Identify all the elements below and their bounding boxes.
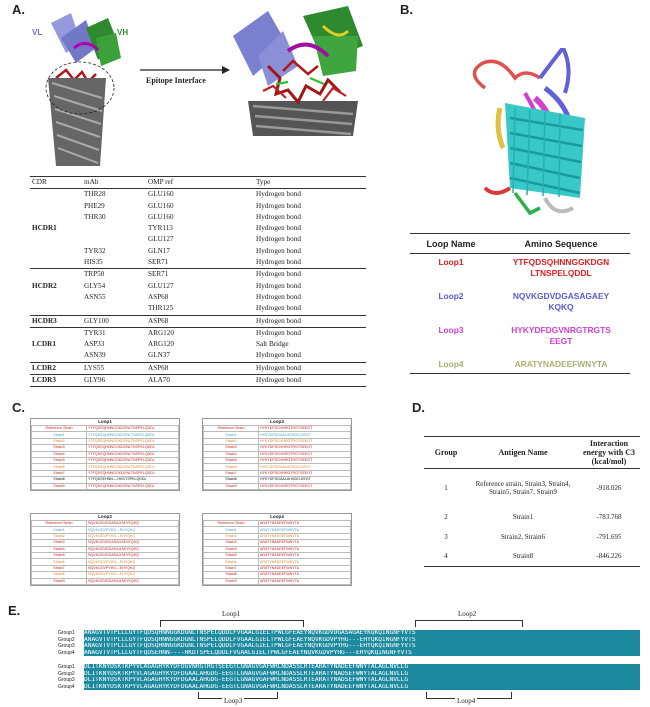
energy-row — [424, 527, 640, 547]
mab-cell: TYR32 — [84, 246, 106, 255]
epitope-arrow — [138, 64, 232, 76]
type-cell: Hydrogen bond — [256, 351, 301, 360]
strain-sequence: NQVKGDVPYHG---EHYQKQ — [87, 565, 179, 571]
strain-name: Strain6 — [204, 464, 259, 470]
strain-name: Strain8 — [32, 477, 87, 483]
loop1-bracket — [160, 620, 304, 627]
vh-label: VH — [117, 28, 129, 37]
strain-name: Strain1 — [32, 432, 87, 438]
loop1-label: Loop1 — [222, 610, 241, 618]
mab-cell: TRP50 — [82, 269, 146, 281]
strain-table-title: Loop3 — [270, 419, 284, 424]
antigen-name-cell: Strain8 — [468, 547, 578, 567]
strain-sequence: HYKYDFDGAALAHGDG-EEGT — [259, 464, 351, 470]
header-type: Type — [254, 177, 366, 189]
strain-sequence: ARATYNADSEFWNYTA — [259, 559, 351, 565]
loop-table-header — [410, 234, 630, 254]
strain-sequence: YTFQDSQHNNGGKDGNLTNSPELQDDL — [87, 457, 179, 463]
omp-ref-cell: GLU127 — [148, 281, 174, 290]
type-cell: Hydrogen bond — [256, 224, 301, 233]
group-cell: 2 — [444, 512, 448, 521]
mab-cell: GLY54 — [84, 281, 106, 290]
sequence-line-2: EEGT — [549, 336, 573, 346]
strain-sequence: ARATYNADEEFWNYTA — [259, 565, 351, 571]
strain-name: Strain1 — [32, 527, 87, 533]
loop-row — [410, 322, 630, 350]
strain-sequence: HYKYDFDGAALAHGDG-EEGT — [259, 432, 351, 438]
alignment-group-name: Group1 — [58, 630, 75, 636]
strain-name: Strain9 — [204, 483, 259, 489]
strain-name: Reference Strain — [32, 521, 87, 527]
mab-cell: GLY96 — [82, 375, 146, 387]
strain-name: Strain9 — [32, 483, 87, 489]
strain-name: Strain1 — [204, 432, 259, 438]
alignment-sequence-row: DLITKNYDSKTKPYVLAGAGHYKYDFDGVNRGTRGTSEEGTLGNAGVGAFWRLNDASSLRTEARATYNADEEFWNYTALAGLNVLLG — [84, 664, 640, 671]
strain-table-title: Loop4 — [270, 514, 284, 519]
omp-ref-cell: ASP68 — [146, 362, 254, 374]
omp-ref-cell: GLU160 — [148, 201, 174, 210]
alignment-group-name: Group2 — [58, 670, 75, 677]
cdr-cell — [30, 269, 82, 281]
omp-ref-cell: GLU160 — [148, 190, 174, 199]
cdr-cell — [30, 246, 82, 257]
strain-name: Strain4 — [204, 451, 259, 457]
header-group: Group — [424, 437, 468, 469]
amino-sequence — [492, 356, 630, 374]
strain-name: Strain3 — [32, 540, 87, 546]
cdr-table-row — [30, 246, 366, 257]
alignment-sequence-row: DLITKNYDSKTKPYVLAGAGHYKYDFDGAALAHGDG-EEGTLGNAGVGAFWRLNDASSLRTEARATYNADSEFWNYTALAGLNVLLG — [84, 677, 640, 684]
loop-name: Loop3 — [438, 325, 464, 335]
loop-name: Loop4 — [410, 356, 492, 374]
strain-name: Strain8 — [204, 572, 259, 578]
strain-name: Strain5 — [204, 457, 259, 463]
strain-name: Strain6 — [204, 559, 259, 565]
strain-name: Reference Strain — [204, 426, 259, 432]
omp-ref-cell: ASP68 — [148, 292, 169, 301]
strain-sequence: YTFQDSQHNNGGKDGNLTNSPELQDDL — [87, 483, 179, 489]
strain-sequence: NQVKGDVDGASAGAEYKQKQ — [87, 546, 179, 552]
strain-sequence: YTFQDSEHNN----HKDTSPELQDDL — [87, 477, 179, 483]
alignment-sequence-row: DLITKNYDSKTKPYVLAGAGHYKYDFDGAALAHGDG-EEGTLGNAGVGAFWRLNDASSLRTEARATYNADSEFWNYTALAGLNVLLG — [84, 671, 640, 678]
strain-sequence: HYKYDFDGVNRGTRGTSEEGT — [259, 457, 351, 463]
strain-sequence: NQVKGDVDGASAGAEYKQKQ — [87, 521, 179, 527]
strain-name: Strain1 — [204, 527, 259, 533]
strain-name: Strain7 — [204, 565, 259, 571]
strain-name: Strain3 — [204, 445, 259, 451]
energy-value-cell: -846.226 — [578, 547, 640, 567]
header-interaction-energy: Interaction energy with C3 (kcal/mol) — [578, 437, 640, 469]
strain-name: Strain2 — [32, 438, 87, 444]
cdr-table-row — [30, 189, 366, 201]
loop-row — [410, 288, 630, 316]
cdr-cell — [30, 350, 82, 362]
antigen-name-cell: Strain2, Strain6 — [501, 532, 545, 541]
strain-sequence: NQVKGDVPYHG---EHYQKQ — [87, 527, 179, 533]
strain-name: Strain7 — [204, 470, 259, 476]
strain-sequence: ARATYNADEEFWNYTA — [259, 552, 351, 558]
cdr-cell: HCDR2 — [32, 281, 57, 290]
epitope-interface-label: Epitope Interface — [146, 76, 206, 85]
strain-name: Strain7 — [32, 565, 87, 571]
energy-value-cell: -918.026 — [596, 483, 622, 492]
cdr-cell: HCDR3 — [30, 315, 82, 327]
strain-name: Strain5 — [32, 457, 87, 463]
strain-name: Reference Strain — [32, 426, 87, 432]
cdr-cell: LCDR3 — [30, 375, 82, 387]
mab-cell — [82, 303, 146, 315]
cdr-cell: HCDR1 — [32, 224, 57, 233]
omp-ref-cell: GLN17 — [148, 246, 170, 255]
type-cell: Hydrogen bond — [256, 258, 301, 267]
omp-ref-cell: GLN37 — [148, 351, 170, 360]
amino-sequence — [492, 288, 630, 316]
strain-name: Reference Strain — [204, 521, 259, 527]
sequence-line-1: ARATYNADEEFWNYTA — [514, 359, 608, 369]
alignment-group-name: Group4 — [58, 683, 75, 690]
group-cell: 4 — [424, 547, 468, 567]
strain-name: Strain9 — [32, 578, 87, 584]
cdr-table-row — [30, 201, 366, 212]
strain-sequence: NQVKGDVDGASAGAEYKQKQ — [87, 540, 179, 546]
type-cell: Hydrogen bond — [254, 375, 366, 387]
cdr-table-header — [30, 177, 366, 189]
omp-ref-cell: ALA70 — [146, 375, 254, 387]
energy-value-cell: -783.768 — [596, 512, 622, 521]
strain-sequence: YTFQDSQHNNGGKDGNLTNSPELQDDL — [87, 470, 179, 476]
strain-sequence: HYKYDFDGVNRGTRGTSEEGT — [259, 483, 351, 489]
strain-sequence: HYKYDFDGVNRGTRGTSEEGT — [259, 438, 351, 444]
strain-name: Strain4 — [32, 546, 87, 552]
antigen-name-cell: Strain1 — [512, 512, 534, 521]
alignment-sequence-row: ANAGVTVTPLLLGYTFQDSQHNNGGKDGNLTNSPELQDDLFVGAALGIELTPWLGFEAEYNQVKGDVPYHG---EHYQKQINGNFYVTS — [84, 643, 640, 650]
omp-ref-cell: THR125 — [148, 304, 174, 313]
strain-name: Strain8 — [204, 477, 259, 483]
group-cell: 3 — [444, 532, 448, 541]
omp-ref-cell: SER71 — [146, 269, 254, 281]
strain-sequence: ARATYNADSEFWNYTA — [259, 527, 351, 533]
loop-row — [410, 254, 630, 283]
mab-cell: PHE29 — [84, 201, 105, 210]
cdr-table-row — [30, 315, 366, 327]
cdr-cell: LCDR2 — [30, 362, 82, 374]
energy-row — [424, 469, 640, 507]
energy-row — [424, 507, 640, 527]
cdr-cell — [30, 201, 82, 212]
type-cell: Hydrogen bond — [256, 201, 301, 210]
strain-sequence: YTFQDSQHNNGGKDGNLTNSPELQDDL — [87, 432, 179, 438]
strain-sequence: YTFQDSQHNNGGKDGNLTNSPELQDDL — [87, 426, 179, 432]
omp-ref-cell: TYR113 — [148, 224, 173, 233]
mab-cell: THR30 — [84, 212, 106, 221]
interaction-energy-table — [424, 436, 640, 567]
loop-sequence-table — [410, 233, 630, 374]
type-cell: Hydrogen bond — [256, 190, 301, 199]
energy-table-header — [424, 437, 640, 469]
amino-sequence — [492, 322, 630, 350]
header-omp-ref: OMP ref — [146, 177, 254, 189]
cdr-table-row — [30, 223, 366, 234]
cdr-table-row — [30, 350, 366, 362]
loop3-label: Loop3 — [224, 697, 243, 705]
sequence-line-1: NQVKGDVDGASAGAEY — [512, 291, 610, 301]
panel-b-label: B. — [400, 2, 413, 17]
strain-sequence: NQVKGDVDGASAGAEYKQKQ — [87, 578, 179, 584]
mab-cell: TYR31 — [82, 327, 146, 339]
cdr-cell — [30, 327, 82, 339]
sequence-line-1: HYKYDFDGVNRGTRGTS — [511, 325, 611, 335]
strain-sequence: ARATYNADEEFWNYTA — [259, 572, 351, 578]
strain-loop-table — [30, 513, 180, 586]
strain-sequence: HYKYDFDGAALAHGDG-EEGT — [259, 477, 351, 483]
strain-sequence: YTFQDSQHNNGGKDGNLTNSPELQDDL — [87, 451, 179, 457]
strain-row — [32, 483, 179, 489]
mab-cell — [82, 223, 146, 234]
strain-table-title: Loop1 — [98, 419, 112, 424]
header-amino-sequence: Amino Sequence — [492, 234, 630, 254]
alignment-sequence-row: ANAGVTVTPLLLGYTFQDSQHNNGGKDGNLTNSPELQDDLFVGAALGIELTPWLGFEAEYNQVKGDVPYHG---EHYQKQINGNFYVTS — [84, 637, 640, 644]
strain-sequence: HYKYDFDGVNRGTRGTSEEGT — [259, 451, 351, 457]
strain-table-title: Loop2 — [98, 514, 112, 519]
omp-ref-cell: ARG120 — [148, 340, 174, 349]
energy-row — [424, 547, 640, 567]
header-loop-name: Loop Name — [410, 234, 492, 254]
strain-sequence: YTFQDSQHNNGGKDGNLTNSPELQDDL — [87, 464, 179, 470]
cdr-table-row — [30, 257, 366, 269]
mab-cell: ASN39 — [84, 351, 106, 360]
type-cell: Hydrogen bond — [256, 292, 301, 301]
cdr-table-row — [30, 327, 366, 339]
cdr-cell — [30, 234, 82, 245]
mab-cell: ASN55 — [84, 292, 106, 301]
alignment-sequence-row: ANAGVTVTPLLLGYTFQDSQHNNGGKDGNLTNSPELQDDLFVGAALGIELTPWLGFEAEYNQVKGDVDGASAGAEYKQKQINGNFYVTS — [84, 630, 640, 637]
strain-name: Strain2 — [204, 533, 259, 539]
vl-label: VL — [32, 28, 43, 37]
strain-name: Strain5 — [32, 552, 87, 558]
strain-sequence: ARATYNADEEFWNYTA — [259, 521, 351, 527]
loop-name: Loop2 — [438, 291, 464, 301]
type-cell: Hydrogen bond — [254, 327, 366, 339]
cdr-table-row — [30, 269, 366, 281]
strain-sequence: HYKYDFDGVNRGTRGTSEEGT — [259, 426, 351, 432]
mab-cell: GLY100 — [82, 315, 146, 327]
strain-sequence: YTFQDSQHNNGGKDGNLTNSPELQDDL — [87, 445, 179, 451]
strain-sequence: NQVKGDVDGASAGAEYKQKQ — [87, 552, 179, 558]
type-cell: Salt Bridge — [256, 340, 289, 349]
mab-cell: ASP33 — [84, 340, 105, 349]
strain-loop-table — [202, 513, 352, 586]
type-cell: Hydrogen bond — [256, 281, 301, 290]
strain-sequence: NQVKGDVPYHG---EHYQKQ — [87, 533, 179, 539]
mab-cell: LYS55 — [82, 362, 146, 374]
mab-cell — [82, 234, 146, 245]
alignment-group-name: Group2 — [58, 636, 75, 643]
panel-a-label: A. — [12, 2, 25, 17]
energy-value-cell: -791.695 — [596, 532, 622, 541]
strain-name: Strain4 — [204, 546, 259, 552]
cdr-cell: LCDR1 — [32, 340, 56, 349]
alignment-sequence-row: DLITKNYDSKTKPYVLAGAGHYKYDFDGAALAHGDG-EEGTLGNAGVGAFWRLNDASSLRTEARATYNADEEFWNYTALAGLNVLLG — [84, 684, 640, 691]
loop-row — [410, 356, 630, 374]
omp-ref-cell: GLU160 — [148, 212, 174, 221]
strain-row — [32, 578, 179, 584]
strain-name: Strain8 — [32, 572, 87, 578]
loop-name: Loop1 — [438, 257, 464, 267]
cdr-table-row — [30, 212, 366, 223]
strain-name: Strain6 — [32, 464, 87, 470]
strain-sequence: ARATYNADEEFWNYTA — [259, 578, 351, 584]
cdr-table-row — [30, 339, 366, 350]
mab-cell: HIS35 — [84, 258, 103, 267]
cdr-table-row — [30, 362, 366, 374]
type-cell: Hydrogen bond — [256, 246, 301, 255]
alignment-sequence-row: ANAGVTVTPLLLGYTFQDSEHNN----HKDTSPELQDDLFVGAALGIELTPWLGFEAEYNQVKGDVPYHG---EHYQKQINGNFYVTS — [84, 650, 640, 657]
strain-name: Strain3 — [32, 445, 87, 451]
sequence-line-2: LTNSPELQDDL — [530, 268, 592, 278]
loop4-label: Loop4 — [457, 697, 476, 705]
mab-cell: THR28 — [84, 190, 106, 199]
strain-loop-table — [30, 418, 180, 491]
cdr-cell — [30, 189, 82, 201]
amino-sequence — [492, 254, 630, 283]
omp-ref-cell: SER71 — [148, 258, 169, 267]
loop2-bracket — [415, 620, 523, 627]
omp-ref-cell: GLU127 — [148, 235, 174, 244]
strain-name: Strain3 — [204, 540, 259, 546]
strain-sequence: YTFQDSQHNNGGKDGNLTNSPELQDDL — [87, 438, 179, 444]
panel-c-label: C. — [12, 400, 25, 415]
strain-name: Strain2 — [204, 438, 259, 444]
strain-name: Strain5 — [204, 552, 259, 558]
cdr-cell — [30, 257, 82, 269]
strain-name: Strain6 — [32, 559, 87, 565]
cdr-cell — [30, 292, 82, 303]
alignment-group-name: Group3 — [58, 677, 75, 684]
strain-sequence: HYKYDFDGVNRGTRGTSEEGT — [259, 445, 351, 451]
cdr-cell — [30, 212, 82, 223]
omp-ref-cell: ASP68 — [146, 315, 254, 327]
header-mab: mAb — [82, 177, 146, 189]
strain-sequence: NQVKGDVPYHG---EHYQKQ — [87, 559, 179, 565]
type-cell: Hydrogen bond — [256, 212, 301, 221]
type-cell: Hydrogen bond — [254, 315, 366, 327]
sequence-line-1: YTFQDSQHNNGGKDGN — [512, 257, 610, 267]
cdr-cell — [30, 303, 82, 315]
strain-name: Strain9 — [204, 578, 259, 584]
strain-sequence: ARATYNADEEFWNYTA — [259, 546, 351, 552]
strain-name: Strain7 — [32, 470, 87, 476]
type-cell: Hydrogen bond — [256, 235, 301, 244]
cdr-table-row — [30, 234, 366, 245]
header-cdr: CDR — [30, 177, 82, 189]
type-cell: Hydrogen bond — [256, 304, 301, 313]
header-antigen-name: Antigen Name — [468, 437, 578, 469]
strain-sequence: ARATYNADEEFWNYTA — [259, 540, 351, 546]
strain-sequence: HYKYDFDGVNRGTRGTSEEGT — [259, 470, 351, 476]
strain-name: Strain2 — [32, 533, 87, 539]
strain-row — [204, 578, 351, 584]
panel-a-epitope-zoom — [228, 6, 368, 136]
cdr-table-row — [30, 303, 366, 315]
cdr-table-row — [30, 375, 366, 387]
loop2-label: Loop2 — [458, 610, 477, 618]
group-cell: 1 — [444, 483, 448, 492]
strain-row — [204, 483, 351, 489]
cdr-table-row — [30, 281, 366, 292]
strain-loop-table — [202, 418, 352, 491]
strain-name: Strain4 — [32, 451, 87, 457]
strain-sequence: ARATYNADSEFWNYTA — [259, 533, 351, 539]
panel-d-label: D. — [412, 400, 425, 415]
cdr-table-row — [30, 292, 366, 303]
panel-b-loop-structure — [455, 48, 605, 228]
alignment-group-name: Group4 — [58, 649, 75, 656]
omp-ref-cell: ARG120 — [146, 327, 254, 339]
sequence-line-2: KQKQ — [548, 302, 574, 312]
panel-e-label: E. — [8, 603, 21, 618]
type-cell: Hydrogen bond — [254, 269, 366, 281]
type-cell: Hydrogen bond — [254, 362, 366, 374]
antigen-name-cell: Reference strain, Strain3, Strain4, Strain5, Strain7, Strain9 — [475, 479, 571, 496]
alignment-group-name: Group1 — [58, 664, 75, 670]
strain-sequence: NQVKGDVPYHG---EHYQKQ — [87, 572, 179, 578]
cdr-interaction-table — [30, 176, 366, 387]
alignment-group-name: Group3 — [58, 643, 75, 650]
